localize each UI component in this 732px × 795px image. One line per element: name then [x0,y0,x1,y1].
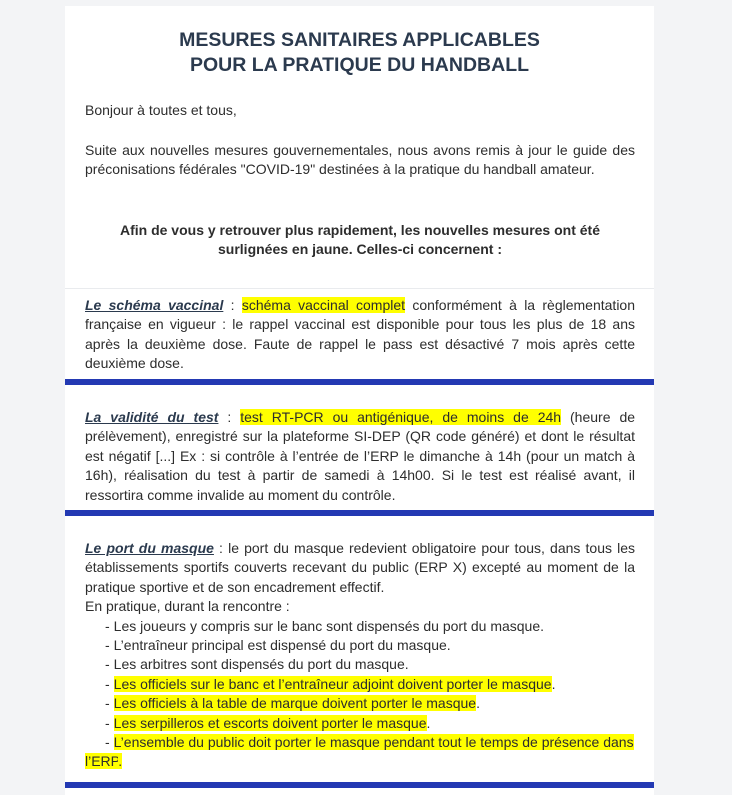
list-item-period: . [118,753,123,770]
list-item [85,694,635,713]
list-item-period: . [551,675,556,692]
page-title-line2: POUR LA PRATIQUE DU HANDBALL [189,54,530,76]
section-vaccination-text: conformément à la règlementation française en vigueur : le rappel vaccinal est disponible pour tous les plus de 18 ans après la deuxième dose. Faute de rappel le pass est désactivé 7 mois après cette deuxième dose. [85,297,636,372]
section-vaccination [85,296,635,374]
section-vaccination-highlight: schéma vaccinal complet [241,297,406,313]
page-title [65,28,654,78]
list-item-highlight: Les serpilleros et escorts doivent porter le masque [113,714,427,731]
section-vaccination-sep: : [223,297,242,313]
list-item-dash: - [105,656,110,673]
highlight-notice [85,221,635,260]
list-item-text: Les arbitres sont dispensés du port du masque. [113,656,409,673]
list-item-dash: - [105,695,110,712]
section-mask-text: le port du masque redevient obligatoire pour tous, dans tous les établissements sportifs couverts recevant du public (ERP X) excepté au moment de la pratique sportive et de son encadrement effectif. [85,540,635,595]
list-item [85,675,635,694]
highlight-notice-line2: surlignées en jaune. Celles-ci concernent : [218,241,502,258]
section-vaccination-label: Le schéma vaccinal [85,297,224,313]
intro-paragraph: Suite aux nouvelles mesures gouvernementales, nous avons remis à jour le guide des préconisations fédérales "COVID-19" destinées à la pratique du handball amateur. [85,142,635,178]
list-item-dash: - [105,617,110,634]
mask-rules-list [85,617,635,753]
section-mask-intro [85,539,635,597]
list-item [85,655,635,674]
page-title-line1: MESURES SANITAIRES APPLICABLES [179,29,540,51]
section-separator [65,379,654,385]
list-item-dash: - [105,734,110,751]
greeting: Bonjour à toutes et tous, [85,102,237,118]
list-item-highlight: L’ensemble du public doit porter le masque pendant tout le temps de présence dans [113,734,634,751]
list-item [85,617,635,636]
list-item-dash: - [105,675,110,692]
section-test-label: La validité du test [85,409,219,425]
section-mask-label: Le port du masque [85,540,214,556]
list-item-highlight: Les officiels à la table de marque doivent porter le masque [113,695,477,712]
highlight-notice-line1: Afin de vous y retrouver plus rapidement, les nouvelles mesures ont été [119,222,601,238]
section-mask [85,539,635,772]
list-item-dash: - [105,637,110,654]
section-separator [65,510,654,516]
section-test-validity [85,408,635,505]
newsletter-page [65,6,654,795]
list-item-period: . [476,695,480,712]
list-item-period: . [426,714,431,731]
list-item-highlight: l’ERP [85,753,119,770]
list-item-continuation [85,752,635,771]
section-test-text: (heure de prélèvement), enregistré sur la plateforme SI-DEP (QR code généré) et dont le résultat est négatif [...] Ex : si contrôle à l’entrée de l’ERP le dimanche à 14h (pour un match à 16h), réalisation du test à partir de samedi à 14h00. Si le test est réalisé avant, il ressortira comme invalide au moment du contrôle. [85,409,636,503]
section-mask-practice: En pratique, durant la rencontre : [85,598,290,615]
list-item [85,733,635,752]
list-item [85,636,635,655]
list-item [85,714,635,733]
section-divider [65,288,654,289]
list-item-dash: - [105,714,110,731]
list-item-text: Les joueurs y compris sur le banc sont dispensés du port du masque. [113,617,545,634]
list-item-highlight: Les officiels sur le banc et l’entraîneur adjoint doivent porter le masque [113,675,552,692]
section-test-highlight: test RT-PCR ou antigénique, de moins de 24h [240,409,562,425]
section-test-sep: : [218,409,241,425]
section-mask-sep: : [213,540,229,556]
list-item-text: L’entraîneur principal est dispensé du port du masque. [113,637,451,654]
section-separator [65,782,654,788]
